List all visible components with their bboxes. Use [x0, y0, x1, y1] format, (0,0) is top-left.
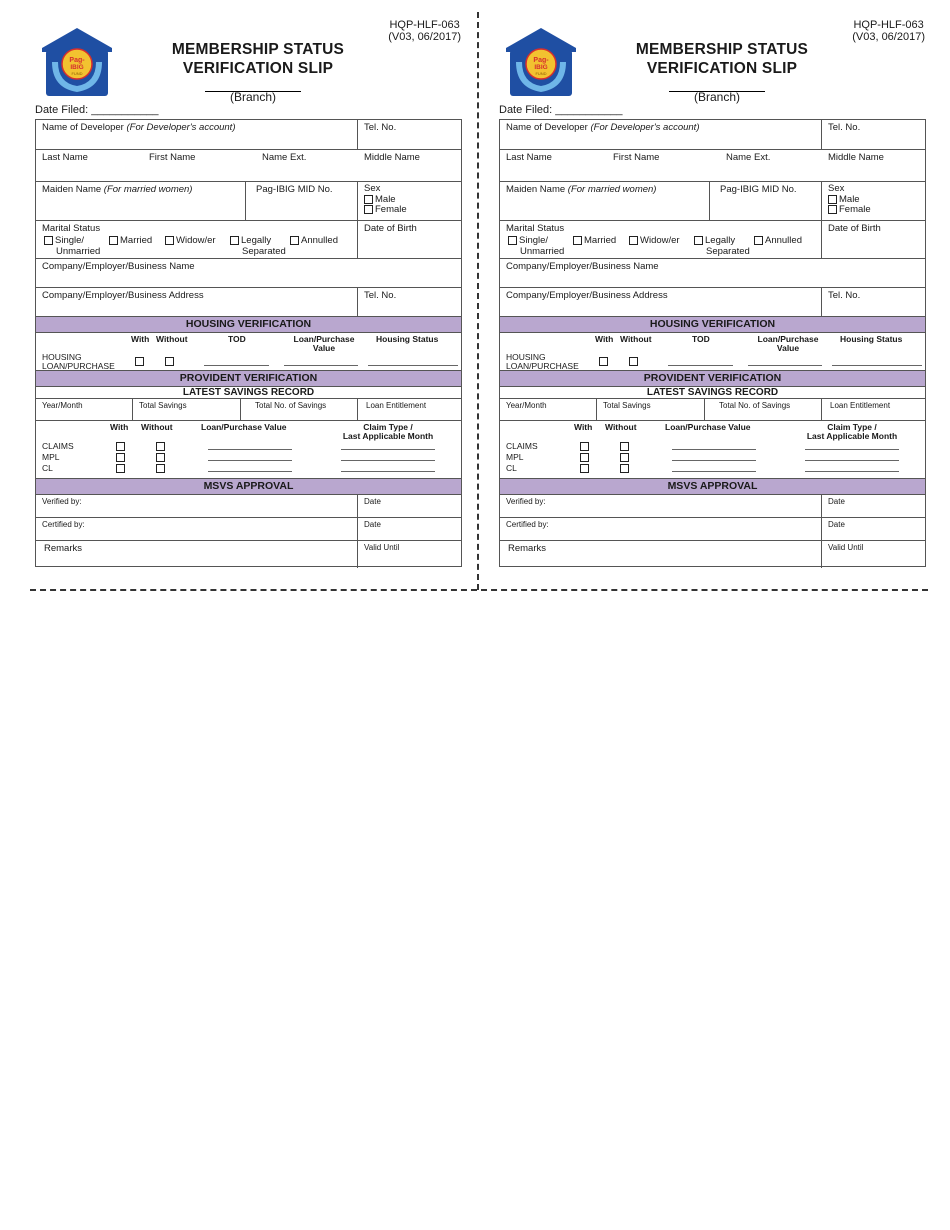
form-title	[133, 40, 383, 78]
total-no-savings-field[interactable]: Total No. of Savings	[241, 399, 358, 420]
claims-with-label: With	[574, 422, 593, 432]
verified-row	[500, 495, 925, 518]
verified-date-field[interactable]: Date	[828, 497, 845, 506]
msvs-approval-header: MSVS APPROVAL	[500, 479, 925, 495]
claims-with-checkbox[interactable]	[580, 442, 589, 451]
housing-loan-value-line[interactable]	[284, 365, 358, 366]
legally-separated-option[interactable]: Legally	[694, 236, 735, 245]
housing-loan-value-label: Loan/Purchase Value	[757, 334, 819, 353]
sex-field	[358, 182, 463, 220]
form-code	[388, 19, 461, 43]
housing-without-checkbox[interactable]	[165, 357, 174, 366]
branch-label: (Branch)	[229, 90, 276, 104]
claims-label: CLAIMS	[42, 441, 74, 451]
housing-tod-line[interactable]	[204, 365, 269, 366]
valid-until-field[interactable]: Valid Until	[364, 543, 400, 552]
unmarried-label: Unmarried	[520, 246, 565, 257]
housing-tod-label: TOD	[228, 334, 246, 344]
loan-entitlement-field[interactable]: Loan Entitlement	[830, 401, 891, 410]
sex-label: Sex	[828, 183, 845, 194]
last-name-field[interactable]: Last Name	[42, 152, 88, 163]
date-of-birth-field[interactable]: Date of Birth	[364, 223, 417, 234]
employer-name-row	[36, 259, 461, 288]
employer-name-field[interactable]: Company/Employer/Business Name	[42, 261, 195, 272]
housing-without-label: Without	[620, 334, 652, 344]
form-table	[35, 119, 462, 567]
housing-status-line[interactable]	[832, 365, 922, 366]
mpl-label: MPL	[42, 452, 60, 462]
annulled-checkbox[interactable]	[290, 236, 299, 245]
svg-text:Pag-: Pag-	[533, 57, 549, 64]
cl-label: CL	[42, 463, 53, 473]
claims-loan-value-label: Loan/Purchase Value	[665, 422, 751, 432]
remarks-row	[36, 541, 461, 568]
mpl-loan-value-line[interactable]	[208, 460, 292, 461]
legally-separated-checkbox[interactable]	[230, 236, 239, 245]
unmarried-label: Unmarried	[56, 246, 101, 257]
cl-without-checkbox[interactable]	[620, 464, 629, 473]
mpl-without-checkbox[interactable]	[156, 453, 165, 462]
form-title	[597, 40, 847, 78]
developer-row	[36, 120, 461, 150]
form-code-number: HQP-HLF-063	[389, 19, 460, 31]
housing-loan-value-line[interactable]	[748, 365, 822, 366]
housing-tod-line[interactable]	[668, 365, 733, 366]
title-line-1: MEMBERSHIP STATUS	[635, 41, 809, 58]
cl-loan-value-line[interactable]	[672, 471, 756, 472]
housing-section	[500, 333, 925, 371]
claims-section	[500, 421, 925, 479]
housing-with-label: With	[131, 334, 150, 344]
claims-type-line[interactable]	[805, 449, 899, 450]
housing-without-checkbox[interactable]	[629, 357, 638, 366]
claims-loan-value-line[interactable]	[672, 449, 756, 450]
mid-no-field[interactable]: Pag-IBIG MID No.	[246, 182, 358, 220]
widow-checkbox[interactable]	[165, 236, 174, 245]
developer-tel-field[interactable]: Tel. No.	[828, 122, 861, 133]
married-checkbox[interactable]	[109, 236, 118, 245]
maiden-name-field[interactable]: Maiden Name (For married women)	[36, 182, 246, 220]
verified-by-field[interactable]: Verified by:	[500, 495, 822, 517]
vertical-cut-line	[477, 12, 479, 590]
sex-label: Sex	[364, 183, 381, 194]
name-row	[36, 150, 461, 182]
married-checkbox[interactable]	[573, 236, 582, 245]
pag-ibig-logo-icon	[502, 26, 580, 98]
savings-row	[36, 399, 461, 421]
employer-name-field[interactable]: Company/Employer/Business Name	[506, 261, 659, 272]
employer-tel-field[interactable]: Tel. No.	[828, 290, 861, 301]
housing-section	[36, 333, 461, 371]
year-month-field[interactable]: Year/Month	[36, 399, 133, 420]
legally-separated-checkbox[interactable]	[694, 236, 703, 245]
housing-status-line[interactable]	[368, 365, 458, 366]
housing-loan-label: HOUSING LOAN/PURCHASE	[42, 352, 115, 371]
pag-ibig-logo-icon	[38, 26, 116, 98]
developer-tel-field[interactable]: Tel. No.	[364, 122, 397, 133]
developer-name-field[interactable]: Name of Developer (For Developer's account)	[36, 120, 358, 149]
verified-row	[36, 495, 461, 518]
housing-with-label: With	[595, 334, 614, 344]
mpl-type-line[interactable]	[805, 460, 899, 461]
employer-address-row	[500, 288, 925, 317]
marital-row	[500, 221, 925, 259]
claims-without-checkbox[interactable]	[156, 442, 165, 451]
housing-with-checkbox[interactable]	[599, 357, 608, 366]
certified-row	[36, 518, 461, 541]
housing-loan-value-label: Loan/Purchase Value	[293, 334, 355, 353]
single-checkbox[interactable]	[508, 236, 517, 245]
maiden-row	[36, 182, 461, 221]
horizontal-cut-line	[30, 589, 928, 591]
certified-date-field[interactable]: Date	[828, 520, 845, 529]
employer-tel-field[interactable]: Tel. No.	[364, 290, 397, 301]
certified-by-field[interactable]: Certified by:	[36, 518, 358, 540]
annulled-checkbox[interactable]	[754, 236, 763, 245]
claims-without-checkbox[interactable]	[620, 442, 629, 451]
msvs-approval-header: MSVS APPROVAL	[36, 479, 461, 495]
form-code	[852, 19, 925, 43]
widow-checkbox[interactable]	[629, 236, 638, 245]
employer-address-field[interactable]: Company/Employer/Business Address	[500, 288, 822, 316]
svg-text:FUND: FUND	[535, 71, 547, 76]
housing-verification-header: HOUSING VERIFICATION	[500, 317, 925, 333]
male-checkbox[interactable]	[828, 195, 837, 204]
latest-savings-header: LATEST SAVINGS RECORD	[500, 387, 925, 399]
separated-label: Separated	[242, 246, 286, 257]
latest-savings-header: LATEST SAVINGS RECORD	[36, 387, 461, 399]
provident-verification-header: PROVIDENT VERIFICATION	[500, 371, 925, 387]
remarks-field[interactable]: Remarks	[500, 541, 822, 568]
male-checkbox[interactable]	[364, 195, 373, 204]
legally-separated-option[interactable]: Legally	[230, 236, 271, 245]
cl-with-checkbox[interactable]	[116, 464, 125, 473]
date-filed-field[interactable]: Date Filed: ___________	[499, 104, 623, 116]
slip-copy-2	[497, 0, 927, 580]
claims-label: CLAIMS	[506, 441, 538, 451]
employer-address-field[interactable]: Company/Employer/Business Address	[36, 288, 358, 316]
employer-address-row	[36, 288, 461, 317]
claims-loan-value-label: Loan/Purchase Value	[201, 422, 287, 432]
name-ext-field[interactable]: Name Ext.	[262, 152, 307, 163]
maiden-name-field[interactable]: Maiden Name (For married women)	[500, 182, 710, 220]
year-month-field[interactable]: Year/Month	[500, 399, 597, 420]
claims-with-checkbox[interactable]	[116, 442, 125, 451]
developer-row	[500, 120, 925, 150]
marital-row	[36, 221, 461, 259]
cl-type-line[interactable]	[805, 471, 899, 472]
female-checkbox[interactable]	[828, 205, 837, 214]
female-option[interactable]: Female	[828, 205, 927, 216]
first-name-field[interactable]: First Name	[149, 152, 196, 163]
svg-text:FUND: FUND	[71, 71, 83, 76]
married-option[interactable]: Married	[109, 236, 152, 245]
verified-by-field[interactable]: Verified by:	[36, 495, 358, 517]
remarks-row	[500, 541, 925, 568]
male-option[interactable]: Male	[828, 195, 927, 206]
last-name-field[interactable]: Last Name	[506, 152, 552, 163]
slip-copy-1	[33, 0, 463, 580]
form-version: (V03, 06/2017)	[388, 31, 461, 43]
widow-option[interactable]: Widow/er	[165, 236, 216, 245]
housing-loan-label: HOUSING LOAN/PURCHASE	[506, 352, 579, 371]
branch-label: (Branch)	[693, 90, 740, 104]
cl-label: CL	[506, 463, 517, 473]
single-option[interactable]: Single/	[44, 236, 84, 245]
title-line-1: MEMBERSHIP STATUS	[171, 41, 345, 58]
savings-row	[500, 399, 925, 421]
form-version: (V03, 06/2017)	[852, 31, 925, 43]
mpl-loan-value-line[interactable]	[672, 460, 756, 461]
total-savings-field[interactable]: Total Savings	[133, 399, 241, 420]
cl-with-checkbox[interactable]	[580, 464, 589, 473]
svg-text:Pag-: Pag-	[69, 57, 85, 64]
svg-text:IBIG: IBIG	[534, 64, 548, 71]
employer-name-row	[500, 259, 925, 288]
developer-name-field[interactable]: Name of Developer (For Developer's account)	[500, 120, 822, 149]
annulled-option[interactable]: Annulled	[290, 236, 338, 245]
date-filed-field[interactable]: Date Filed: ___________	[35, 104, 159, 116]
single-checkbox[interactable]	[44, 236, 53, 245]
name-ext-field[interactable]: Name Ext.	[726, 152, 771, 163]
total-no-savings-field[interactable]: Total No. of Savings	[705, 399, 822, 420]
cl-without-checkbox[interactable]	[156, 464, 165, 473]
svg-text:IBIG: IBIG	[70, 64, 84, 71]
housing-tod-label: TOD	[692, 334, 710, 344]
middle-name-field[interactable]: Middle Name	[364, 152, 420, 163]
valid-until-field[interactable]: Valid Until	[828, 543, 864, 552]
mid-no-field[interactable]: Pag-IBIG MID No.	[710, 182, 822, 220]
date-of-birth-field[interactable]: Date of Birth	[828, 223, 881, 234]
loan-entitlement-field[interactable]: Loan Entitlement	[366, 401, 427, 410]
sex-field	[822, 182, 927, 220]
claim-type-label: Claim Type / Last Applicable Month	[806, 422, 898, 441]
mpl-without-checkbox[interactable]	[620, 453, 629, 462]
title-line-2: VERIFICATION SLIP	[646, 60, 798, 77]
female-option[interactable]: Female	[364, 205, 463, 216]
claims-type-line[interactable]	[341, 449, 435, 450]
marital-status-label: Marital Status	[506, 223, 565, 234]
name-row	[500, 150, 925, 182]
female-checkbox[interactable]	[364, 205, 373, 214]
certified-row	[500, 518, 925, 541]
mpl-with-checkbox[interactable]	[580, 453, 589, 462]
form-table	[499, 119, 926, 567]
housing-status-label: Housing Status	[376, 334, 439, 344]
claims-section	[36, 421, 461, 479]
mpl-with-checkbox[interactable]	[116, 453, 125, 462]
claims-without-label: Without	[141, 422, 173, 432]
first-name-field[interactable]: First Name	[613, 152, 660, 163]
certified-by-field[interactable]: Certified by:	[500, 518, 822, 540]
housing-status-label: Housing Status	[840, 334, 903, 344]
widow-option[interactable]: Widow/er	[629, 236, 680, 245]
verified-date-field[interactable]: Date	[364, 497, 381, 506]
remarks-field[interactable]: Remarks	[36, 541, 358, 568]
claims-without-label: Without	[605, 422, 637, 432]
separated-label: Separated	[706, 246, 750, 257]
housing-verification-header: HOUSING VERIFICATION	[36, 317, 461, 333]
cl-loan-value-line[interactable]	[208, 471, 292, 472]
housing-with-checkbox[interactable]	[135, 357, 144, 366]
marital-status-label: Marital Status	[42, 223, 101, 234]
single-option[interactable]: Single/	[508, 236, 548, 245]
cl-type-line[interactable]	[341, 471, 435, 472]
certified-date-field[interactable]: Date	[364, 520, 381, 529]
form-code-number: HQP-HLF-063	[853, 19, 924, 31]
mpl-type-line[interactable]	[341, 460, 435, 461]
middle-name-field[interactable]: Middle Name	[828, 152, 884, 163]
title-line-2: VERIFICATION SLIP	[182, 60, 334, 77]
married-option[interactable]: Married	[573, 236, 616, 245]
annulled-option[interactable]: Annulled	[754, 236, 802, 245]
mpl-label: MPL	[506, 452, 524, 462]
maiden-row	[500, 182, 925, 221]
claims-with-label: With	[110, 422, 129, 432]
male-option[interactable]: Male	[364, 195, 463, 206]
total-savings-field[interactable]: Total Savings	[597, 399, 705, 420]
claims-loan-value-line[interactable]	[208, 449, 292, 450]
provident-verification-header: PROVIDENT VERIFICATION	[36, 371, 461, 387]
housing-without-label: Without	[156, 334, 188, 344]
claim-type-label: Claim Type / Last Applicable Month	[342, 422, 434, 441]
